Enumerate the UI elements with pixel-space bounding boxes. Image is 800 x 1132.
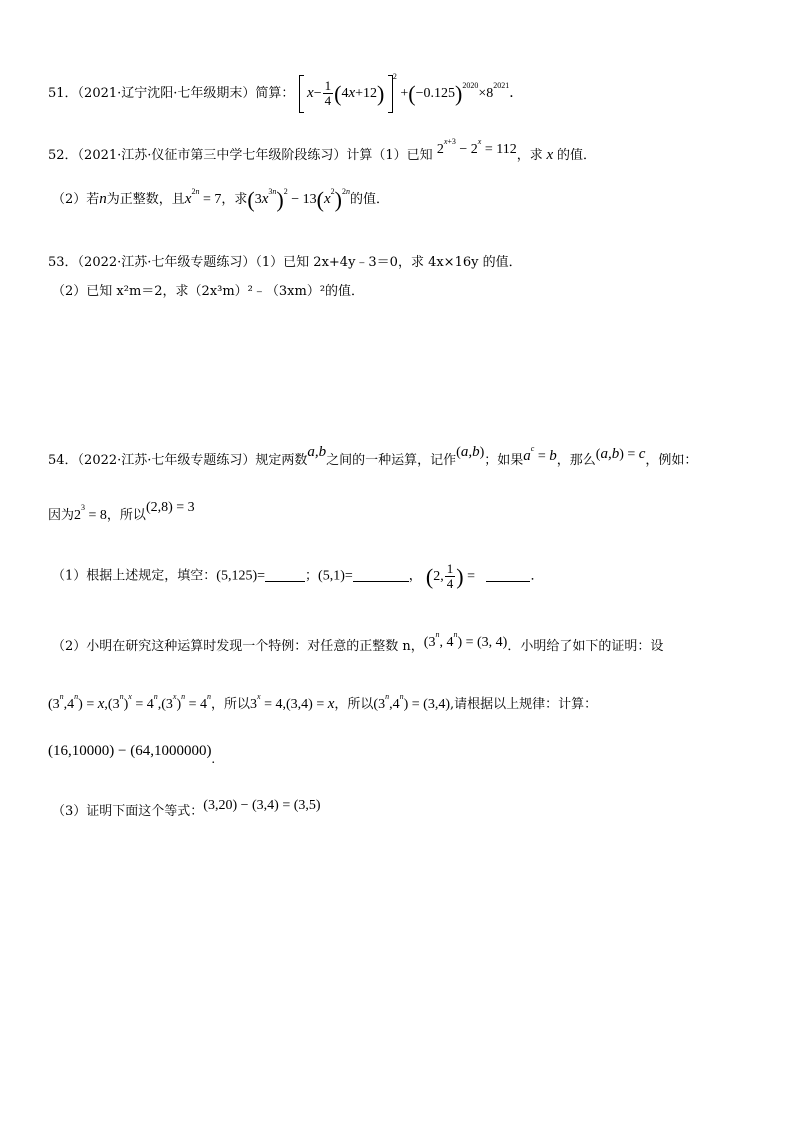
q54-p2-e: ,请根据以上规律：计算： bbox=[449, 697, 598, 712]
q52-p2-c: ，求 bbox=[221, 192, 248, 207]
q51-source: （2021·辽宁沈阳·七年级期末）简算： bbox=[77, 86, 295, 101]
q52-var-n: n bbox=[99, 191, 107, 207]
q54-compute-expr: (16,10000) − (64,1000000) bbox=[48, 743, 212, 759]
q54-p2-d: ，所以 bbox=[334, 697, 374, 712]
question-53-part-2 bbox=[52, 283, 364, 301]
q54-p3-expr: (3,20) − (3,4) = (3,5) bbox=[203, 798, 321, 813]
question-54 bbox=[48, 440, 697, 470]
q54-p2-c: ，所以 bbox=[211, 697, 251, 712]
q54-ex-1: $2^3 = 8$ bbox=[74, 503, 107, 523]
q51-number: 51． bbox=[48, 86, 78, 101]
q54-p2-b: ．小明给了如下的证明：设 bbox=[507, 639, 664, 654]
answer-blank-3[interactable] bbox=[486, 567, 530, 582]
q54-s7: ，所以 bbox=[106, 508, 146, 523]
q54-p1-expr-3: (2, $\frac{1}{4}$ ) = bbox=[425, 561, 479, 591]
question-52 bbox=[48, 133, 596, 165]
q53-number: 53． bbox=[48, 255, 78, 270]
q54-ex-2: (2,8) = 3 bbox=[145, 500, 195, 515]
answer-blank-2[interactable] bbox=[353, 567, 409, 582]
q52-p2-b: 为正整数，且 bbox=[106, 192, 185, 207]
q54-p2-identity: (3$^n$, $4^n) = (3$, 4) bbox=[423, 630, 508, 650]
q53-line-1: （2022·江苏·七年级专题练习）（1）已知 2x+4y﹣3＝0，求 4x×16y 的值． bbox=[77, 255, 522, 270]
question-52-part-2 bbox=[52, 183, 389, 212]
q54-notation: (a,b) bbox=[456, 444, 485, 460]
answer-blank-1[interactable] bbox=[265, 567, 305, 582]
q52-number: 52． bbox=[48, 148, 78, 163]
question-54-example bbox=[48, 499, 195, 525]
q54-p1: （1）根据上述规定，填空： bbox=[52, 568, 217, 584]
q52-var-x: x bbox=[542, 147, 557, 163]
q52-p2-d: 的值． bbox=[349, 192, 389, 207]
q54-proof-2: $3^x = 4,(3,4) = x$ bbox=[250, 692, 335, 712]
q54-p3: （3）证明下面这个等式： bbox=[52, 804, 204, 819]
q54-s1: （2022·江苏·七年级专题练习）规定两数 bbox=[77, 453, 308, 468]
q54-s2: 之间的一种运算，记作 bbox=[326, 453, 457, 468]
question-53 bbox=[48, 254, 522, 272]
q54-p1-expr-2: (5,1)= bbox=[318, 568, 353, 584]
question-54-part-3 bbox=[52, 797, 321, 821]
q53-line-2: （2）已知 x²m＝2，求（2x³m）²﹣（3xm）²的值． bbox=[52, 284, 365, 299]
q52-p2-a: （2）若 bbox=[52, 192, 100, 207]
q52-formula-2: $x^{2n} = 7$ bbox=[184, 187, 222, 207]
q54-number: 54． bbox=[48, 453, 78, 468]
q54-p1-sep2: ， bbox=[408, 568, 422, 584]
q52-tail-2: 的值． bbox=[556, 148, 596, 163]
q54-s3: ；如果 bbox=[484, 453, 524, 468]
q52-tail: ，求 bbox=[516, 148, 543, 163]
question-54-proof bbox=[48, 688, 597, 714]
q54-p1-sep1: ； bbox=[305, 568, 319, 584]
q52-formula-1: $2^{x+3} - 2^x = 112$ bbox=[436, 137, 517, 157]
q52-formula-3: $(3x^{3n})^2 - 13(x^2)^{2n}$ bbox=[247, 186, 350, 212]
q54-s5: ，例如： bbox=[645, 453, 698, 468]
q54-var-ab: a,b bbox=[307, 444, 327, 460]
question-51 bbox=[48, 68, 523, 113]
q51-formula: x− $\frac{1}{4}$ (4x+12) $^2 +(-0.125)^{2020}\times 8^{2021}$． bbox=[299, 86, 524, 101]
q54-p2-a: （2）小明在研究这种运算时发现一个特例：对任意的正整数 n， bbox=[52, 639, 424, 654]
question-54-part-2 bbox=[52, 626, 663, 656]
q54-s6: 因为 bbox=[48, 508, 75, 523]
q54-proof-1: $(3^n,4^n) = x,(3^n)^x = 4^n,(3^x)^n = 4^n$ bbox=[48, 692, 212, 712]
q54-def: (a,b) = c bbox=[595, 446, 646, 462]
q54-proof-3: $(3^n,4^n) = (3,4)$ bbox=[373, 692, 450, 712]
question-54-compute: (16,10000) − (64,1000000). bbox=[48, 743, 215, 767]
q54-s4: ，那么 bbox=[556, 453, 596, 468]
question-54-part-1: （1）根据上述规定，填空：(5,125)= ；(5,1)= ， (2, $\frac{1}{4}$ ) = ． bbox=[52, 561, 544, 591]
q54-p1-expr-1: (5,125)= bbox=[216, 568, 266, 584]
q54-power: $a^c = b$ bbox=[523, 444, 557, 464]
q52-source: （2021·江苏·仪征市第三中学七年级阶段练习）计算（1）已知 bbox=[77, 148, 433, 163]
